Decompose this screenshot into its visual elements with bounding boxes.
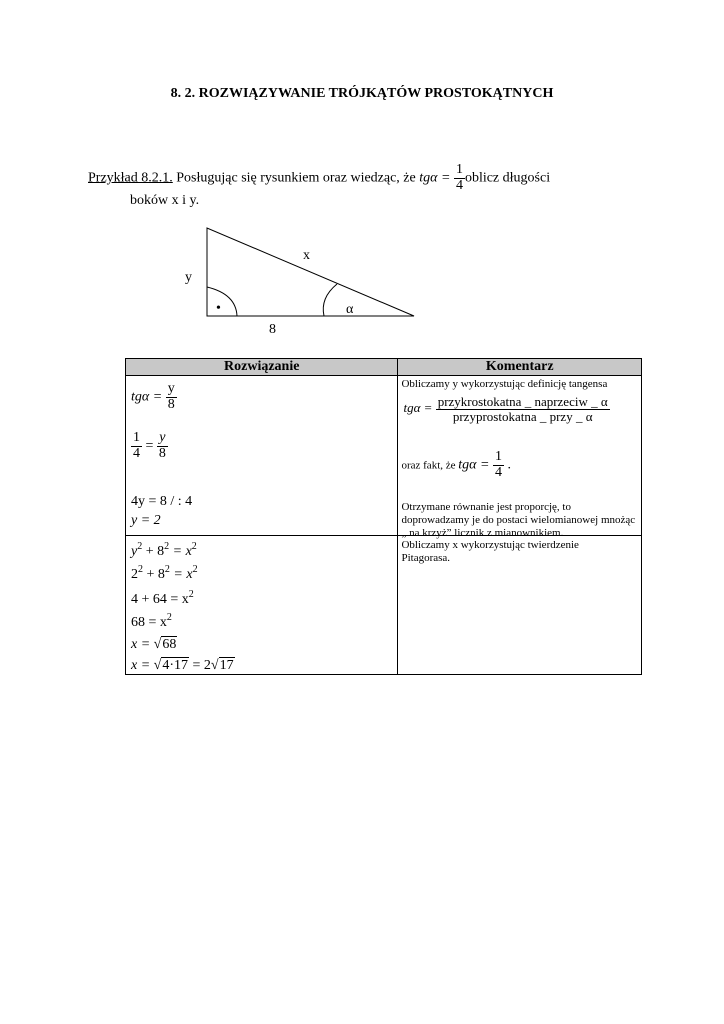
row1-solution-cell — [126, 376, 398, 536]
label-x: x — [303, 248, 310, 263]
l1-exp2: 2 — [164, 541, 170, 552]
l5-radicand: 68 — [162, 637, 177, 652]
row1-eq4: y = 2 — [131, 513, 161, 528]
l2-eqx: = x — [169, 567, 193, 582]
l6-text: x = √ — [131, 658, 162, 673]
header-comment: Komentarz — [398, 359, 642, 376]
example-label[interactable]: Przykład 8.2.1. — [88, 170, 173, 186]
example-text: Posługując się rysunkiem oraz wiedząc, że — [172, 170, 420, 186]
eq2-left-fraction — [131, 431, 142, 461]
right-angle-dot: • — [216, 301, 221, 316]
def-lhs: tgα = — [403, 400, 436, 416]
eq1-lhs: tgα = — [131, 389, 166, 405]
l3-exp: 2 — [188, 589, 194, 600]
eq2-den-l: 4 — [133, 445, 140, 461]
row2-comment: Obliczamy x wykorzystując twierdzenie Pitagorasa. — [401, 539, 579, 564]
l2-exp2: 2 — [164, 564, 170, 575]
l5-text: x = √ — [131, 637, 162, 652]
example-frac-den: 4 — [455, 177, 463, 193]
comment2-fraction — [493, 450, 504, 480]
comment2-text: oraz fakt, że — [401, 459, 459, 472]
row2-comment-cell — [398, 536, 642, 675]
label-y: y — [185, 270, 192, 285]
comment2-den: 4 — [494, 464, 502, 480]
l1-eqx: = x — [169, 544, 192, 559]
l1-exp3: 2 — [191, 541, 197, 552]
row2-line6 — [131, 658, 235, 674]
l2-exp3: 2 — [192, 564, 198, 575]
eq1-num: y — [167, 381, 175, 396]
row2-line4 — [131, 612, 172, 631]
page-title: 8. 2. ROZWIĄZYWANIE TRÓJKĄTÓW PROSTOKĄTNYCH — [170, 86, 554, 101]
row1-eq3: 4y = 8 / : 4 — [131, 494, 193, 509]
l6-radicand2: 17 — [219, 658, 234, 673]
l4-exp: 2 — [166, 612, 172, 623]
def-num: przykrostokatna _ naprzeciw _ α — [437, 394, 608, 409]
comment2-lhs: tgα = — [458, 457, 493, 473]
label-alpha: α — [346, 302, 354, 317]
example-frac-num: 1 — [455, 162, 463, 177]
eq1-den: 8 — [167, 396, 175, 412]
row1-comment2 — [401, 450, 510, 480]
row2-solution-cell — [126, 536, 398, 675]
row1-comment-cell — [398, 376, 642, 539]
l3-text: 4 + 64 = x — [131, 592, 189, 607]
row2-line2 — [131, 564, 198, 583]
eq2-equals: = — [145, 438, 154, 454]
solution-table — [125, 358, 642, 675]
l1-plus8: + 8 — [142, 544, 165, 559]
alpha-angle-arc — [323, 284, 337, 316]
example-text-line2: boków x i y. — [130, 193, 200, 208]
row1-eq1 — [131, 382, 177, 412]
row2-line3 — [131, 589, 194, 608]
eq2-num-r: y — [157, 431, 168, 447]
eq1-fraction — [166, 382, 177, 412]
table-row — [126, 376, 642, 536]
example-text-after: oblicz długości — [464, 170, 551, 186]
row1-definition — [403, 395, 609, 423]
label-base: 8 — [269, 322, 276, 337]
table-row — [126, 536, 642, 675]
row1-comment3: Otrzymane równanie jest proporcję, to doprowadzamy je do postaci wielomianowej mnożąc „ na krzyż” licznik z mianownikiem. — [401, 501, 636, 539]
l6-radicand1: 4·17 — [162, 658, 189, 673]
triangle-figure — [0, 0, 724, 360]
comment2-end: . — [507, 457, 511, 473]
right-angle-arc — [207, 287, 237, 316]
eq2-right-fraction — [157, 431, 168, 461]
l6-mid: = 2√ — [189, 658, 219, 673]
row2-line1 — [131, 541, 197, 560]
def-den: przyprostokatna _ przy _ α — [452, 408, 593, 424]
header-solution: Rozwiązanie — [126, 359, 398, 376]
def-fraction — [436, 395, 610, 423]
comment2-num: 1 — [494, 449, 502, 464]
l1-exp1: 2 — [137, 541, 143, 552]
triangle-shape — [207, 228, 414, 316]
eq2-den-r: 8 — [158, 445, 166, 461]
l1-y: y — [131, 544, 138, 559]
row1-comment1: Obliczamy y wykorzystując definicję tangensa — [401, 378, 608, 390]
row1-eq2 — [131, 431, 168, 461]
l2-plus8: + 8 — [143, 567, 165, 582]
l2-exp1: 2 — [138, 564, 143, 575]
eq2-num-l: 1 — [133, 430, 140, 445]
row2-line5 — [131, 637, 177, 653]
example-formula-lhs: tgα = — [419, 170, 454, 186]
l4-text: 68 = x — [131, 615, 167, 630]
table-header-row — [126, 359, 642, 376]
l2-base: 2 — [131, 567, 138, 582]
